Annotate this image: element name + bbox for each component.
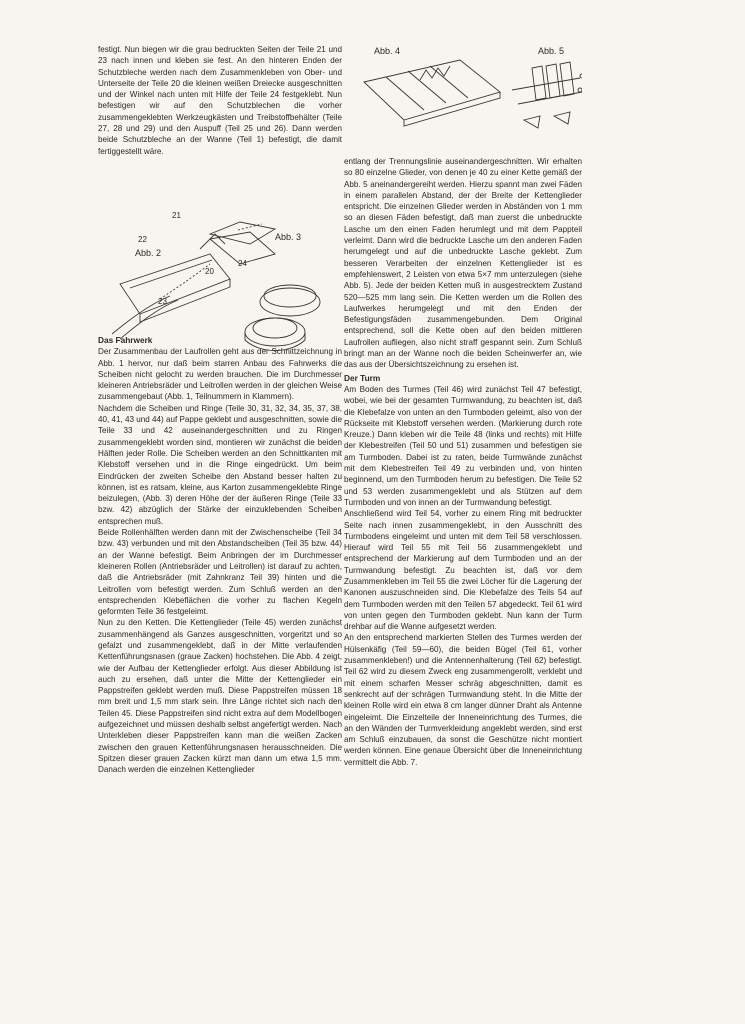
part-number-20: 20 xyxy=(205,267,214,276)
figure-abb2-abb3 xyxy=(100,204,340,364)
abb2-label: Abb. 2 xyxy=(135,248,162,258)
abb4-drawing xyxy=(364,60,500,126)
left-text-column xyxy=(98,44,342,776)
abb3-drawing xyxy=(210,222,320,351)
turm-paragraph-3: An den entsprechend markierten Stellen des Turmes werden der Hülsenkäfig (Teil 59—60), die beiden Bügel (Teil 61, vorher zusammenkleben!) und die Antennenhalterung (Teil 62) befestigt. Teil 62 wird zu diesem Zweck eng zusammengerollt, verklebt und mit einem scharfen Messer schräg abgeschnitten, damit es senkrecht auf der schrägen Turmwandung steht. In die Mitte der kleinen Rolle wird ein etwa 8 cm langer dünner Draht als Antenne eingeleimt. Die Einzelteile der Inneneinrichtung des Turmes, die an den Wänden der Turmverkleidung angeklebt werden, sind erst am Schluß einzubauen, da sonst die Geschütze nicht montiert werden können. Eine genaue Übersicht über die Inneneinrichtung vermittelt die Abb. 7. xyxy=(344,633,582,767)
heading-fahrwerk: Das Fahrwerk xyxy=(98,334,153,345)
part-number-24: 24 xyxy=(238,259,247,268)
abb5-label: Abb. 5 xyxy=(538,46,565,56)
ketten-paragraph: entlang der Trennungslinie auseinandergeschnitten. Wir erhalten so 80 einzelne Glieder, von denen je 40 zu einer Kette gemäß der Abb. 5 aneinandergereiht werden. Hierzu spannt man zwei Fäden in einem parallelen Abstand, der der Breite der Kettenglieder entspricht. Die einzelnen Glieder werden in Abständen von 1 mm so an diesen Fäden befestigt, daß man zuerst die unbedruckte Lasche um den einen Faden herumlegt und mit dem Pappteil verleimt. Dann wird die bedruckte Lasche um den anderen Faden herumgelegt und auf die unbedruckte Lasche geklebt. Zum besseren Verarbeiten der einzelnen Kettenglieder ist es empfehlenswert, 2 Leisten von etwa 5×7 mm unterzulegen (siehe Abb. 5). Jede der beiden Ketten muß in ausgestrecktem Zustand 520—525 mm lang sein. Die Ketten werden um die Rollen des Laufwerkes herumgelegt und mit den Enden der Befestigungsfäden zusammengebunden. Dem Original entsprechend, soll die Kette oben auf den beiden mittleren Laufrollen aufliegen, also nicht straff gespannt sein. Zum Schluß bringt man an der Wanne noch die beiden Scheinwerfer an, wie das aus der Übersichtszeichnung zu ersehen ist. xyxy=(344,157,582,370)
part-number-21: 21 xyxy=(172,211,181,220)
abb4-label: Abb. 4 xyxy=(374,46,401,56)
fahrwerk-paragraph-2: Nachdem die Scheiben und Ringe (Teile 30, 31, 32, 34, 35, 37, 38, 40, 41, 43 und 44) auf Pappe geklebt und ausgeschnitten, sowie die Teile 33 und 42 auseinandergeschnitten und zu Ringen zusammengeklebt worden sind, montieren wir zunächst die beiden Hälften jeder Rolle. Die Scheiben werden an den Schnittkanten mit Klebstoff versehen und in die Ringe eingedrückt. Um beim Eindrücken der zweiten Scheibe den Abstand besser halten zu können, ist es ratsam, kleine, aus Karton zusammengeklebte Ringe beizulegen, (Abb. 3) deren Höhe der der äußeren Ringe (Teile 33 bzw. 42) abzüglich der Stärke der einzuklebenden Scheiben entsprechen muß. xyxy=(98,403,342,526)
abb3-label: Abb. 3 xyxy=(275,232,302,242)
turm-paragraph-1: Am Boden des Turmes (Teil 46) wird zunächst Teil 47 befestigt, wobei, wie bei der gesamten Turmwandung, zu beachten ist, daß die Klebefalze von unten an den Turmboden geleimt, also von der Rückseite mit Klebstoff versehen werden. (Markierung durch rote Kreuze.) Dann kleben wir die Teile 48 (links und rechts) mit Hilfe der Klebestreifen (Teil 50 und 51) zusammen und befestigen sie am Turmboden. Dabei ist zu raten, beide Turmwände zunächst mit dem Klebestreifen Teil 49 zu verbinden und, von hinten beginnend, um den Turmboden herum zu befestigen. Die Teile 52 und 53 werden zusammengeklebt und als Stützen auf dem Turmboden und von innen an der Turmwandung befestigt. xyxy=(344,384,582,507)
abb5-drawing xyxy=(512,62,582,128)
right-text-column xyxy=(344,156,582,768)
heading-turm: Der Turm xyxy=(344,372,381,383)
fahrwerk-paragraph-3: Beide Rollenhälften werden dann mit der Zwischenscheibe (Teil 34 bzw. 43) verbunden und mit den Abstandscheiben (Teil 35 bzw. 44) an der Wanne befestigt. Beim Anbringen der im Durchmesser kleineren Rollen (Antriebsräder und Leitrollen) ist darauf zu achten, daß die Antriebsräder (mit Zahnkranz Teil 39) hinten und die Leitrollen vorn befestigt werden. Zum Schluß werden an den entsprechenden Klebeflächen die vorher zu flachen Kegeln geformten Teile 36 festgeleimt. xyxy=(98,528,342,617)
fahrwerk-paragraph-4: Nun zu den Ketten. Die Kettenglieder (Teile 45) werden zunächst zusammenhängend als Ganzes ausgeschnitten, vorgeritzt und so gefalzt und zusammengeklebt, daß in der Mitte verlaufenden Kettenführungsnasen (graue Zacken) hochstehen. Die Abb. 4 zeigt, wie der Aufbau der Kettenglieder erfolgt. Aus dieser Abbildung ist auch zu ersehen, daß unter die Mitte der Kettenglieder ein Pappstreifen geklebt werden muß. Diese Pappstreifen müssen 18 mm breit und 1,5 mm stark sein. Ihre Länge richtet sich nach den Teilen 45. Diese Pappstreifen sind nicht extra auf dem Modellbogen aufgezeichnet und müssen deshalb selbst angefertigt werden. Nach Unterkleben dieser Pappstreifen kann man die weißen Zacken zwischen den grauen Kettenführungsnasen herausschneiden. Die Spitzen dieser grauen Zacken kürzt man dann um etwa 1,5 mm. Danach werden die einzelnen Kettenglieder xyxy=(98,618,342,775)
figure-abb4-abb5 xyxy=(350,40,582,150)
fahrwerk-paragraph-1: Der Zusammenbau der Laufrollen geht aus der Schnittzeichnung in Abb. 1 hervor, nur daß beim starren Anbau des Fahrwerks die Scheiben nicht gelocht zu werden brauchen. Die im Durchmesser kleineren Antriebsräder und Leitrollen werden in der gleichen Weise zusammengebaut (Abb. 1, Teilnummern in Klammern). xyxy=(98,347,342,402)
part-number-22: 22 xyxy=(138,235,147,244)
intro-paragraph: festigt. Nun biegen wir die grau bedruckten Seiten der Teile 21 und 23 nach innen und kleben sie fest. An den hinteren Enden der Schutzbleche werden nach dem Zusammenkleben von Ober- und Unterseite der Teile 20 die kleinen weißen Dreiecke ausgeschnitten und der Winkel nach unten mit Hilfe der Teile 24 festgeklebt. Nun befestigen wir auf den Schutzblechen die vorher zusammengeklebten Werkzeugkästen und Treibstoffbehälter (Teile 27, 28 und 29) und den Auspuff (Teil 25 und 26). Dann werden beide Schutzbleche an der Wanne (Teil 1) befestigt, die damit fertiggestellt wäre. xyxy=(98,45,342,156)
part-number-23: 23 xyxy=(158,297,167,306)
turm-paragraph-2: Anschließend wird Teil 54, vorher zu einem Ring mit bedruckter Seite nach innen zusammengeklebt, in den Ausschnitt des Turmbodens eingeleimt und unten mit dem Teil 58 verschlossen. Hierauf wird Teil 55 mit Teil 56 zusammengeklebt und entsprechend der Markierung auf dem Turmboden und an der Turmwandung befestigt. Zu beachten ist, daß vor dem Zusammenkleben im Teil 55 die zwei Löcher für die Lagerung der Kanonen auszuschneiden sind. Die Klebefalze des Teils 54 auf dem Turmboden werden mit den Teilen 57 abgedeckt. Teil 61 wird von unten gegen den Turmboden geklebt. Nun kann der Turm drehbar auf die Wanne aufgesetzt werden. xyxy=(344,509,582,632)
